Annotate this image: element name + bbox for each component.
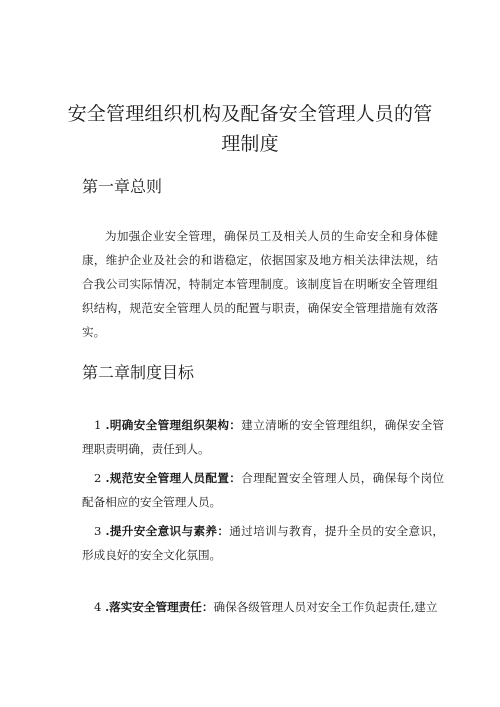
document-title: 安全管理组织机构及配备安全管理人员的管理制度 [67, 102, 433, 155]
goal-item-title: .提升安全意识与素养： [105, 524, 230, 538]
goal-item-title: .明确安全管理组织架构： [105, 418, 242, 432]
goal-item-text: 建立清晰的安全管理组织，确保安全管理职责明确，责任到人。 [82, 418, 444, 456]
goal-item-3 [82, 519, 444, 567]
goal-item-title: .规范安全管理人员配置： [105, 471, 242, 485]
chapter-2-heading: 第二章制度目标 [82, 363, 195, 382]
goal-item-number: 1 [94, 418, 102, 432]
goal-item-title: .落实安全管理责任： [105, 600, 214, 614]
goal-item-2 [82, 466, 444, 514]
goal-item-text: 通过培训与教育，提升全员的安全意识，形成良好的安全文化氛围。 [82, 524, 444, 562]
goal-item-number: 3 [94, 524, 102, 538]
goal-item-number: 2 [94, 471, 102, 485]
goal-item-1 [82, 413, 444, 461]
goal-item-number: 4 [94, 600, 102, 614]
goal-item-text: 确保各级管理人员对安全工作负起责任,建立 [213, 600, 438, 614]
chapter-1-heading: 第一章总则 [82, 177, 163, 196]
goal-item-text: 合理配置安全管理人员，确保每个岗位配备相应的安全管理人员。 [82, 471, 444, 509]
chapter-1-paragraph: 为加强企业安全管理，确保员工及相关人员的生命安全和身体健康，维护企业及社会的和谐稳定，依据国家及地方相关法律法规，结合我公司实际情况，特制定本管理制度。该制度旨在明晰安全管理组织结构，规范安全管理人员的配置与职责，确保安全管理措施有效落实。 [82, 229, 438, 339]
goal-item-4 [82, 595, 444, 619]
